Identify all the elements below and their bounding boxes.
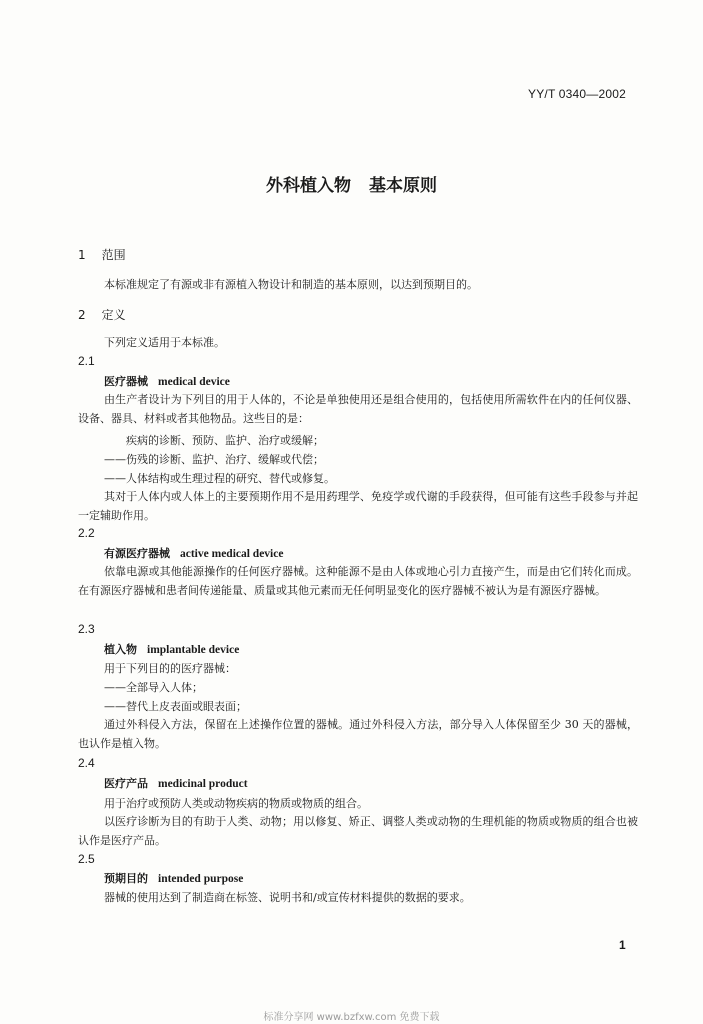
definition-2-5-term: 预期目的 intended purpose — [104, 872, 244, 885]
definition-2-4-term: 医疗产品 medicinal product — [104, 777, 248, 790]
definition-2-4-number: 2.4 — [78, 756, 95, 770]
page-number: 1 — [619, 938, 626, 952]
definition-2-3-item-2: ——替代上皮表面或眼表面； — [104, 700, 247, 713]
definition-2-2-number: 2.2 — [78, 526, 95, 540]
definition-2-4-paragraph-1: 用于治疗或预防人类或动物疾病的物质或物质的组合。 — [104, 797, 368, 810]
definition-2-3-number: 2.3 — [78, 622, 95, 636]
standard-code: YY/T 0340—2002 — [528, 87, 626, 101]
section-1-heading: 1 范围 — [78, 248, 126, 262]
definition-2-3-lead: 用于下列目的的医疗器械： — [104, 662, 236, 675]
definition-2-1-term: 医疗器械 medical device — [104, 375, 230, 388]
definition-2-1-item-2: ——伤残的诊断、监护、治疗、缓解或代偿； — [104, 453, 324, 466]
definition-2-2-term: 有源医疗器械 active medical device — [104, 547, 284, 560]
definition-2-3-paragraph: 通过外科侵入方法，保留在上述操作位置的器械。通过外科侵入方法，部分导入人体保留至少 30 天的器械，也认作是植入物。 — [78, 718, 638, 750]
section-2-text: 下列定义适用于本标准。 — [104, 336, 225, 349]
document-title — [0, 171, 703, 196]
title-part-2: 基本原则 — [369, 176, 437, 196]
definition-2-3-term: 植入物 implantable device — [104, 643, 240, 656]
definition-2-4-paragraph-2: 以医疗诊断为目的有助于人类、动物；用以修复、矫正、调整人类或动物的生理机能的物质或物质的组合也被认作是医疗产品。 — [78, 815, 638, 847]
definition-2-1-paragraph-1: 由生产者设计为下列目的用于人体的，不论是单独使用还是组合使用的，包括使用所需软件在内的任何仪器、设备、器具、材料或者其他物品。这些目的是： — [78, 393, 638, 425]
definition-2-5-paragraph: 器械的使用达到了制造商在标签、说明书和/或宣传材料提供的数据的要求。 — [104, 891, 471, 904]
definition-2-3-item-1: ——全部导入人体； — [104, 681, 203, 694]
definition-2-2-paragraph: 依靠电源或其他能源操作的任何医疗器械。这种能源不是由人体或地心引力直接产生，而是由它们转化而成。在有源医疗器械和患者间传递能量、质量或其他元素而无任何明显变化的医疗器械不被认为是有源医疗器械。 — [78, 565, 638, 597]
watermark: 标准分享网 www.bzfxw.com 免费下载 — [263, 1012, 440, 1023]
section-2-heading: 2 定义 — [78, 308, 126, 322]
definition-2-1-item-3: ——人体结构或生理过程的研究、替代或修复。 — [104, 472, 335, 485]
title-part-1: 外科植入物 — [266, 176, 351, 196]
section-1-text: 本标准规定了有源或非有源植入物设计和制造的基本原则，以达到预期目的。 — [104, 278, 478, 291]
definition-2-1-number: 2.1 — [78, 354, 95, 368]
definition-2-1-item-1: 疾病的诊断、预防、监护、治疗或缓解； — [126, 434, 324, 447]
definition-2-1-paragraph-2: 其对于人体内或人体上的主要预期作用不是用药理学、免疫学或代谢的手段获得，但可能有这些手段参与并起一定辅助作用。 — [78, 490, 638, 522]
definition-2-5-number: 2.5 — [78, 852, 95, 866]
